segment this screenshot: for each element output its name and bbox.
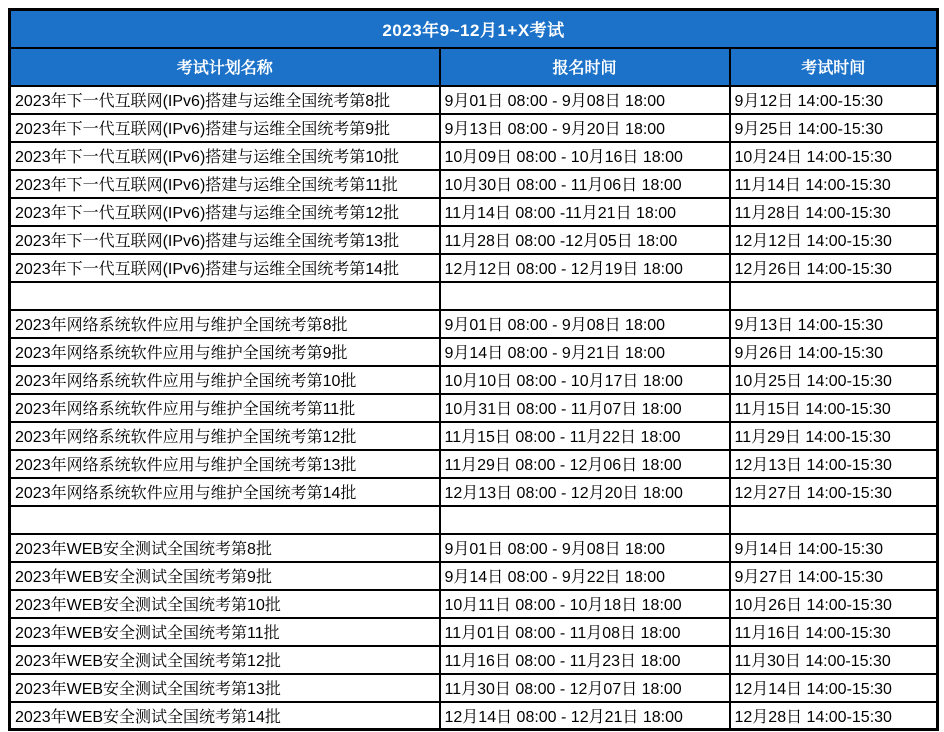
cell-exam-time: 10月26日 14:00-15:30 (730, 590, 938, 618)
cell-exam-plan-name: 2023年网络系统软件应用与维护全国统考第14批 (10, 478, 440, 506)
cell-exam-plan-name: 2023年WEB安全测试全国统考第9批 (10, 562, 440, 590)
cell-exam-plan-name: 2023年下一代互联网(IPv6)搭建与运维全国统考第13批 (10, 226, 440, 254)
table-row (10, 366, 938, 394)
cell-exam-plan-name: 2023年网络系统软件应用与维护全国统考第8批 (10, 310, 440, 338)
cell-exam-time: 11月30日 14:00-15:30 (730, 646, 938, 674)
cell-registration-time: 10月09日 08:00 - 10月16日 18:00 (440, 142, 730, 170)
table-row (10, 114, 938, 142)
cell-exam-time: 11月28日 14:00-15:30 (730, 198, 938, 226)
cell-exam-time: 9月26日 14:00-15:30 (730, 338, 938, 366)
cell-registration-time: 9月13日 08:00 - 9月20日 18:00 (440, 114, 730, 142)
cell-registration-time: 10月11日 08:00 - 10月18日 18:00 (440, 590, 730, 618)
table-row (10, 170, 938, 198)
column-header-exam-plan-name: 考试计划名称 (10, 48, 440, 86)
cell-exam-time: 12月28日 14:00-15:30 (730, 702, 938, 730)
cell-exam-plan-name: 2023年下一代互联网(IPv6)搭建与运维全国统考第12批 (10, 198, 440, 226)
cell-registration-time: 12月12日 08:00 - 12月19日 18:00 (440, 254, 730, 282)
cell-exam-time: 12月14日 14:00-15:30 (730, 674, 938, 702)
cell-exam-plan-name: 2023年网络系统软件应用与维护全国统考第9批 (10, 338, 440, 366)
table-row (10, 618, 938, 646)
table-row (10, 86, 938, 114)
cell-exam-time: 12月26日 14:00-15:30 (730, 254, 938, 282)
cell-registration-time (440, 282, 730, 310)
exam-schedule-table (8, 8, 939, 731)
table-title: 2023年9~12月1+X考试 (10, 10, 938, 48)
table-row (10, 226, 938, 254)
cell-registration-time: 10月31日 08:00 - 11月07日 18:00 (440, 394, 730, 422)
cell-exam-time (730, 282, 938, 310)
cell-exam-time: 10月24日 14:00-15:30 (730, 142, 938, 170)
column-header-exam-time: 考试时间 (730, 48, 938, 86)
cell-registration-time: 11月30日 08:00 - 12月07日 18:00 (440, 674, 730, 702)
cell-registration-time: 11月16日 08:00 - 11月23日 18:00 (440, 646, 730, 674)
table-row (10, 562, 938, 590)
table-row (10, 198, 938, 226)
cell-registration-time: 9月01日 08:00 - 9月08日 18:00 (440, 534, 730, 562)
spacer-row (10, 506, 938, 534)
table-row (10, 142, 938, 170)
cell-exam-plan-name: 2023年下一代互联网(IPv6)搭建与运维全国统考第10批 (10, 142, 440, 170)
cell-exam-time: 11月14日 14:00-15:30 (730, 170, 938, 198)
cell-exam-time: 11月29日 14:00-15:30 (730, 422, 938, 450)
table-row (10, 254, 938, 282)
cell-exam-plan-name: 2023年网络系统软件应用与维护全国统考第10批 (10, 366, 440, 394)
table-header-row (10, 48, 938, 86)
cell-exam-time: 11月15日 14:00-15:30 (730, 394, 938, 422)
cell-registration-time: 11月14日 08:00 -11月21日 18:00 (440, 198, 730, 226)
cell-exam-time: 9月25日 14:00-15:30 (730, 114, 938, 142)
cell-exam-time: 9月14日 14:00-15:30 (730, 534, 938, 562)
cell-registration-time: 11月28日 08:00 -12月05日 18:00 (440, 226, 730, 254)
cell-exam-time: 12月12日 14:00-15:30 (730, 226, 938, 254)
cell-exam-time: 12月27日 14:00-15:30 (730, 478, 938, 506)
table-row (10, 422, 938, 450)
cell-registration-time: 10月30日 08:00 - 11月06日 18:00 (440, 170, 730, 198)
cell-exam-time: 9月27日 14:00-15:30 (730, 562, 938, 590)
cell-registration-time: 9月14日 08:00 - 9月22日 18:00 (440, 562, 730, 590)
table-row (10, 478, 938, 506)
cell-exam-time: 10月25日 14:00-15:30 (730, 366, 938, 394)
table-row (10, 450, 938, 478)
cell-exam-plan-name: 2023年下一代互联网(IPv6)搭建与运维全国统考第11批 (10, 170, 440, 198)
cell-registration-time: 11月15日 08:00 - 11月22日 18:00 (440, 422, 730, 450)
cell-exam-time (730, 506, 938, 534)
table-row (10, 590, 938, 618)
cell-exam-plan-name: 2023年WEB安全测试全国统考第13批 (10, 674, 440, 702)
cell-exam-plan-name: 2023年WEB安全测试全国统考第11批 (10, 618, 440, 646)
cell-exam-plan-name (10, 282, 440, 310)
cell-registration-time: 9月01日 08:00 - 9月08日 18:00 (440, 310, 730, 338)
cell-exam-plan-name: 2023年WEB安全测试全国统考第14批 (10, 702, 440, 730)
table-row (10, 674, 938, 702)
cell-exam-plan-name: 2023年WEB安全测试全国统考第8批 (10, 534, 440, 562)
cell-exam-plan-name: 2023年下一代互联网(IPv6)搭建与运维全国统考第9批 (10, 114, 440, 142)
cell-exam-time: 9月13日 14:00-15:30 (730, 310, 938, 338)
table-title-row (10, 10, 938, 48)
cell-registration-time: 12月14日 08:00 - 12月21日 18:00 (440, 702, 730, 730)
cell-exam-plan-name: 2023年下一代互联网(IPv6)搭建与运维全国统考第14批 (10, 254, 440, 282)
cell-registration-time: 9月01日 08:00 - 9月08日 18:00 (440, 86, 730, 114)
table-row (10, 394, 938, 422)
table-row (10, 534, 938, 562)
cell-exam-time: 9月12日 14:00-15:30 (730, 86, 938, 114)
cell-registration-time: 11月01日 08:00 - 11月08日 18:00 (440, 618, 730, 646)
cell-exam-plan-name: 2023年WEB安全测试全国统考第10批 (10, 590, 440, 618)
cell-registration-time: 9月14日 08:00 - 9月21日 18:00 (440, 338, 730, 366)
cell-registration-time: 10月10日 08:00 - 10月17日 18:00 (440, 366, 730, 394)
cell-registration-time: 12月13日 08:00 - 12月20日 18:00 (440, 478, 730, 506)
cell-exam-plan-name: 2023年网络系统软件应用与维护全国统考第11批 (10, 394, 440, 422)
cell-exam-plan-name: 2023年WEB安全测试全国统考第12批 (10, 646, 440, 674)
cell-registration-time (440, 506, 730, 534)
cell-exam-time: 11月16日 14:00-15:30 (730, 618, 938, 646)
cell-registration-time: 11月29日 08:00 - 12月06日 18:00 (440, 450, 730, 478)
table-row (10, 310, 938, 338)
cell-exam-plan-name: 2023年网络系统软件应用与维护全国统考第13批 (10, 450, 440, 478)
cell-exam-plan-name: 2023年下一代互联网(IPv6)搭建与运维全国统考第8批 (10, 86, 440, 114)
cell-exam-time: 12月13日 14:00-15:30 (730, 450, 938, 478)
column-header-registration-time: 报名时间 (440, 48, 730, 86)
table-body (10, 86, 938, 730)
table-row (10, 702, 938, 730)
table-row (10, 338, 938, 366)
table-row (10, 646, 938, 674)
cell-exam-plan-name (10, 506, 440, 534)
cell-exam-plan-name: 2023年网络系统软件应用与维护全国统考第12批 (10, 422, 440, 450)
spacer-row (10, 282, 938, 310)
